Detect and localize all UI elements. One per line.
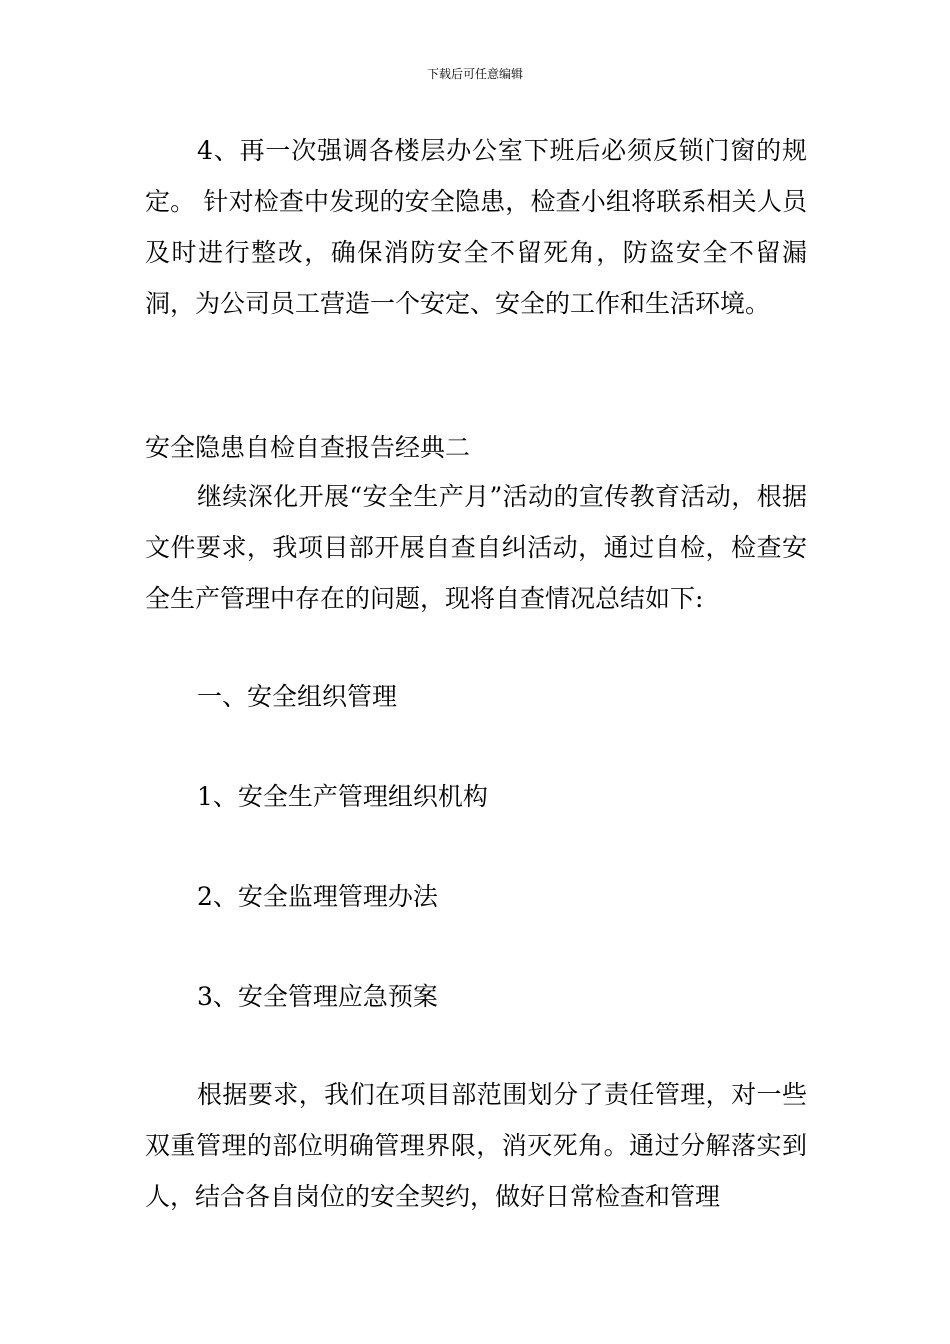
heading-safety-organization: 一、安全组织管理	[197, 682, 398, 711]
list-item: 3、安全管理应急预案	[197, 982, 438, 1011]
paragraph-safety-rules: 4、再一次强调各楼层办公室下班后必须反锁门窗的规定。 针对检查中发现的安全隐患，检查小组将联系相关人员及时进行整改，确保消防安全不留死角，防盗安全不留漏洞，为公司员工营造一个安定、安全的工作和生活环境。	[145, 136, 807, 318]
list-item: 2、安全监理管理办法	[197, 882, 438, 911]
section-title: 安全隐患自检自查报告经典二	[145, 433, 471, 462]
page-header-note: 下载后可任意编辑	[426, 67, 523, 81]
paragraph-intro: 继续深化开展“安全生产月”活动的宣传教育活动，根据文件要求，我项目部开展自查自纠活动，通过自检，检查安全生产管理中存在的问题，现将自查情况总结如下:	[145, 482, 807, 613]
paragraph-responsibility: 根据要求，我们在项目部范围划分了责任管理，对一些双重管理的部位明确管理界限，消灭死角。通过分解落实到人，结合各自岗位的安全契约，做好日常检查和管理	[145, 1080, 807, 1211]
list-item: 1、安全生产管理组织机构	[197, 782, 488, 811]
